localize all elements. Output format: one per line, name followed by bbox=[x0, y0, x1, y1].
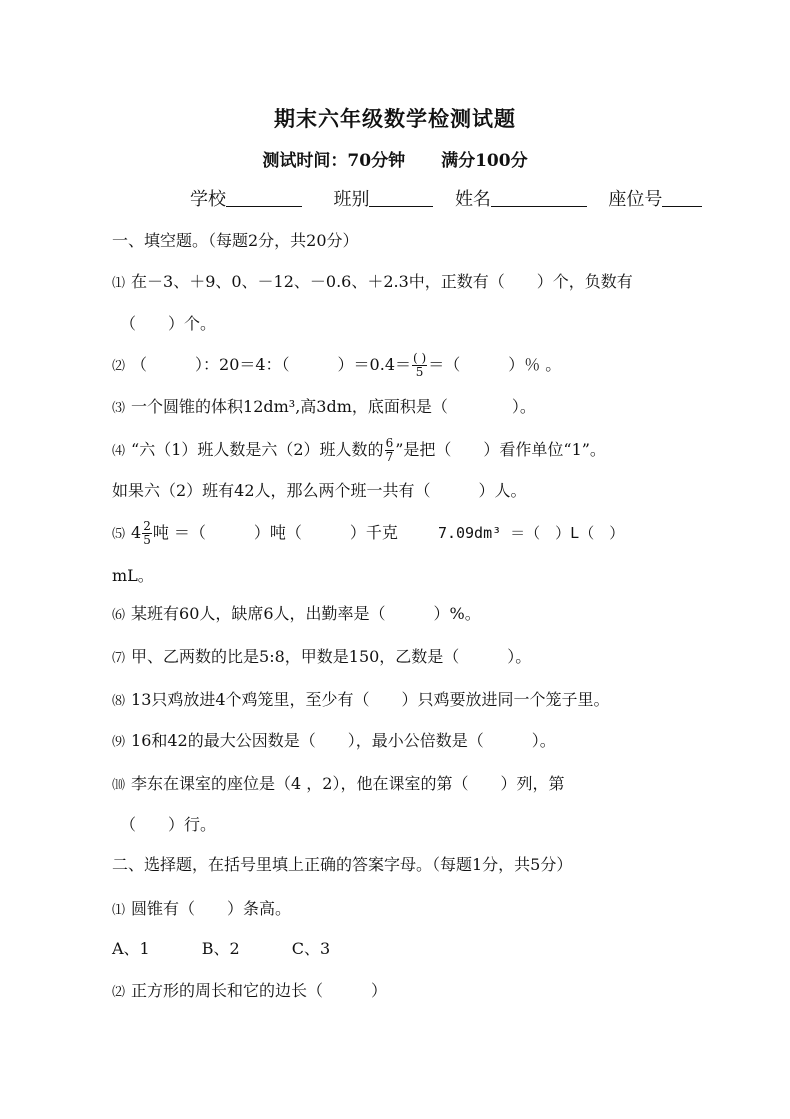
question-number: ⑼ bbox=[112, 735, 126, 750]
fraction-numerator: 2 bbox=[143, 519, 151, 533]
fraction-denominator: 5 bbox=[415, 365, 424, 379]
question-text: 吨 ＝（ ）吨（ ）千克 bbox=[152, 523, 398, 542]
question-number: ⑶ bbox=[112, 401, 126, 416]
question-number: ⑹ bbox=[112, 608, 126, 623]
question-number: ⑻ bbox=[112, 694, 126, 709]
question-number: ⑵ bbox=[112, 359, 126, 374]
class-label: 班别 bbox=[333, 189, 370, 210]
question-6 bbox=[112, 603, 481, 627]
question-4 bbox=[112, 437, 606, 464]
question-text: 圆锥有（ ）条高。 bbox=[131, 899, 292, 918]
question-4-cont: 如果六（2）班有42人，那么两个班一共有（ ）人。 bbox=[112, 481, 527, 500]
question-text: 一个圆锥的体积12dm³,高3dm，底面积是（ ）。 bbox=[131, 397, 536, 416]
option-b: B、2 bbox=[201, 939, 240, 958]
question-10-cont: （ ）行。 bbox=[120, 815, 217, 834]
question-8 bbox=[112, 689, 610, 713]
question-text: （ ）：20＝4：（ ）＝0.4＝ bbox=[131, 355, 412, 374]
question-number: ⑵ bbox=[112, 985, 126, 1000]
question-text-end: 7.09dm³ ＝（ ）L（ ） bbox=[437, 524, 625, 542]
seat-label: 座位号 bbox=[608, 189, 663, 210]
fraction-denominator: 5 bbox=[143, 533, 151, 547]
option-a: A、1 bbox=[112, 939, 150, 958]
question-number: ⑷ bbox=[112, 444, 126, 459]
question-text: 正方形的周长和它的边长（ ） bbox=[131, 981, 388, 1000]
fraction-denominator: 7 bbox=[385, 450, 394, 464]
exam-subtitle bbox=[0, 146, 790, 171]
time-limit: 测试时间：70分钟 bbox=[262, 151, 406, 171]
fraction bbox=[385, 437, 395, 464]
section1-heading: 一、填空题。（每题2分，共20分） bbox=[112, 231, 359, 250]
school-blank[interactable] bbox=[226, 186, 302, 207]
question-text: 甲、乙两数的比是5:8，甲数是150，乙数是（ ）。 bbox=[131, 647, 532, 666]
question-text: “六（1）班人数是六（2）班人数的 bbox=[131, 440, 384, 459]
mixed-whole: 4 bbox=[131, 523, 142, 542]
question-5 bbox=[112, 520, 624, 547]
question-1 bbox=[112, 271, 633, 295]
question-text: 13只鸡放进4个鸡笼里，至少有（ ）只鸡要放进同一个笼子里。 bbox=[131, 690, 610, 709]
question-number: ⑽ bbox=[112, 778, 126, 793]
question-10 bbox=[112, 773, 564, 797]
question-text: 在－3、＋9、0、－12、－0.6、＋2.3中，正数有（ ）个，负数有 bbox=[131, 272, 633, 291]
option-c: C、3 bbox=[291, 939, 331, 958]
question-text: 李东在课室的座位是（4 ，2），他在课室的第（ ）列，第 bbox=[131, 774, 565, 793]
question-3 bbox=[112, 396, 536, 420]
school-label: 学校 bbox=[190, 189, 226, 210]
name-blank[interactable] bbox=[491, 186, 587, 207]
question-9 bbox=[112, 730, 556, 754]
question-number: ⑴ bbox=[112, 276, 126, 291]
question-number: ⑸ bbox=[112, 527, 126, 542]
question-text: 16和42的最大公因数是（ ），最小公倍数是（ ）。 bbox=[131, 731, 556, 750]
full-score: 满分100分 bbox=[441, 151, 528, 171]
section2-heading: 二、选择题，在括号里填上正确的答案字母。（每题1分，共5分） bbox=[112, 855, 573, 874]
fraction-numerator: 6 bbox=[385, 436, 394, 450]
question-text-end: ”是把（ ）看作单位“1”。 bbox=[395, 440, 606, 459]
question-5-cont: mL。 bbox=[112, 566, 154, 585]
class-blank[interactable] bbox=[369, 186, 433, 207]
question-text: 某班有60人，缺席6人，出勤率是（ ）%。 bbox=[131, 604, 481, 623]
fraction-numerator: ( ) bbox=[413, 351, 427, 365]
fraction bbox=[412, 352, 427, 379]
name-label: 姓名 bbox=[454, 189, 491, 210]
question-2 bbox=[112, 352, 561, 379]
choice-question-1 bbox=[112, 898, 291, 922]
question-text-end: ＝（ ）％ 。 bbox=[428, 355, 562, 374]
seat-blank[interactable] bbox=[662, 186, 702, 207]
question-1-cont: （ ）个。 bbox=[120, 314, 217, 333]
question-7 bbox=[112, 646, 531, 670]
fraction bbox=[142, 520, 152, 547]
question-number: ⑴ bbox=[112, 903, 126, 918]
exam-title: 期末六年级数学检测试题 bbox=[274, 106, 516, 131]
question-number: ⑺ bbox=[112, 651, 126, 666]
student-info-row bbox=[190, 186, 702, 212]
choice-question-2 bbox=[112, 980, 387, 1004]
choice-options bbox=[112, 938, 330, 960]
